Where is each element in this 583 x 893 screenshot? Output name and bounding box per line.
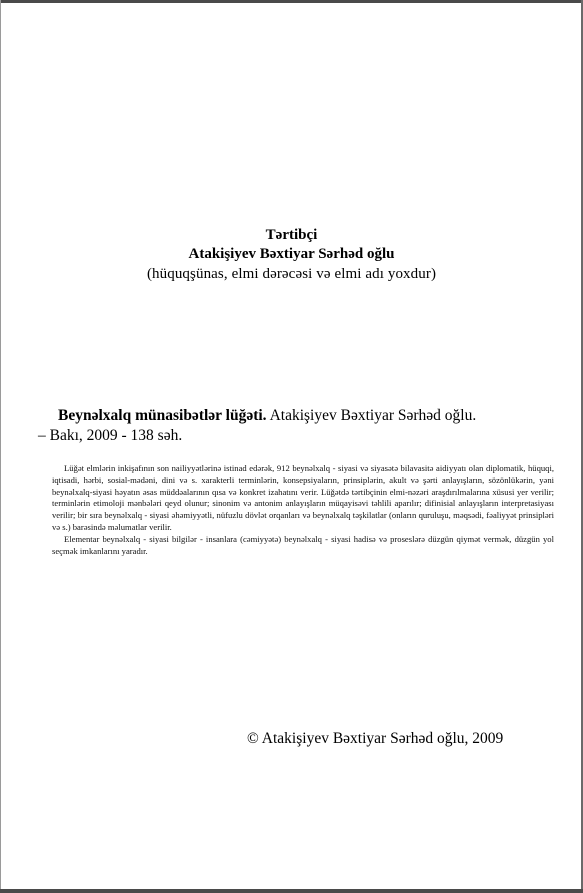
- page-frame-top: [0, 0, 583, 3]
- book-imprint: – Bakı, 2009 - 138 səh.: [38, 427, 183, 444]
- copyright-notice: © Atakişiyev Bəxtiyar Sərhəd oğlu, 2009: [247, 730, 504, 747]
- book-author: Atakişiyev Bəxtiyar Sərhəd oğlu.: [269, 407, 477, 424]
- compiler-role: Tərtibçi: [265, 227, 318, 243]
- page-frame-bottom: [0, 889, 583, 893]
- compiler-name: Atakişiyev Bəxtiyar Sərhəd oğlu: [188, 246, 395, 262]
- compiler-credentials: (hüquqşünas, elmi dərəcəsi və elmi adı yoxdur): [146, 266, 437, 282]
- compiler-block: [0, 226, 583, 284]
- abstract-paragraph: Elementar beynəlxalq - siyasi bilgilər - insanlara (cəmiyyətə) beynəlxalq - siyasi hadisə və proseslərə düzgün qiymət vermək, düzgün yol seçmək imkanlarını yaradır.: [52, 533, 554, 556]
- abstract-paragraph: Lüğət elmlərin inkişafının son nailiyyətlərinə istinad edərək, 912 beynəlxalq - siyasi və siyasətə bilavasitə aidiyyatı olan diplomatik, hüquqi, iqtisadi, hərbi, sosial-mədəni, dini və s. xarakterli terminlərin, konsepsiyaların, prinsiplərin, akult və şərti anlayışların, sözönlükərin, yəni beynəlxalq-siyasi həyatın əsas müddəalarının qısa və konkret izahatını verir. Lüğətdə tərtibçinin elmi-nəzəri araşdırılmalarına xüsusi yer verilir; terminlərin etimoloji mənbələri qeyd olunur; sinonim və antonim anlayışların müqayisəvi təhlili aparılır; difinisial anlayışların interpretasiyası verilir; bir sıra beynəlxalq - siyasi əhəmiyyətli, nüfuzlu dövlət orqanları və beynəlxalq təşkilatlar (onların quruluşu, məqsədi, fəaliyyət prinsipləri və s.) barəsində məlumatlar verilir.: [52, 463, 554, 532]
- book-title: Beynəlxalq münasibətlər lüğəti.: [58, 407, 267, 424]
- page-frame-left: [0, 0, 1, 893]
- bibliographic-citation: [38, 406, 558, 446]
- book-abstract: [52, 463, 554, 557]
